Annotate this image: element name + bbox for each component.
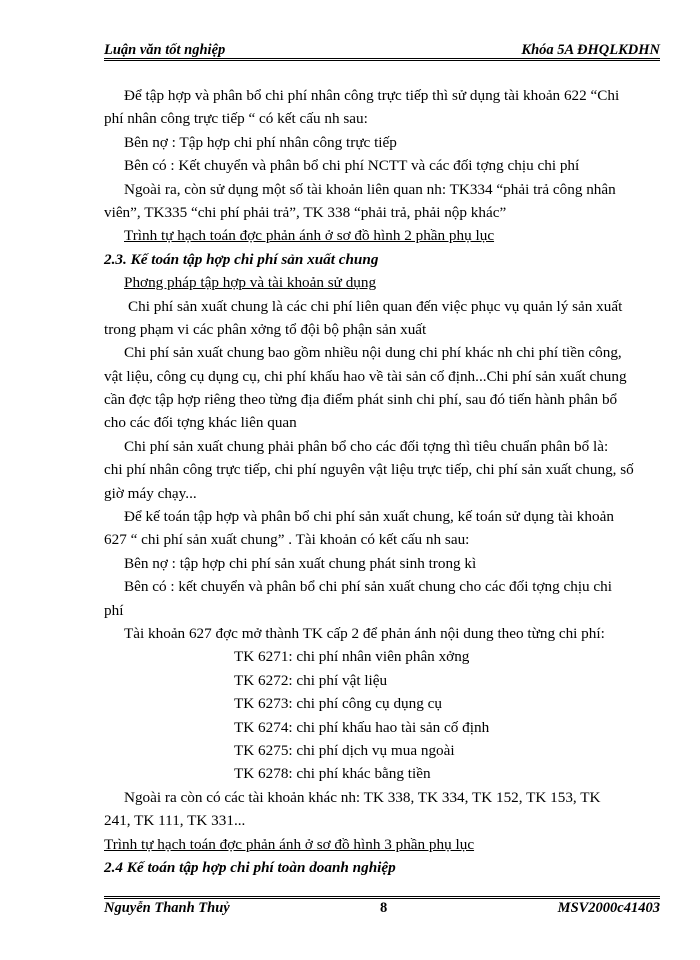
page-number: 8 <box>380 900 388 916</box>
paragraph-line: chi phí nhân công trực tiếp, chi phí nguyên vật liệu trực tiếp, chi phí sản xuất chung, số <box>104 461 634 479</box>
paragraph-line: vật liệu, công cụ dụng cụ, chi phí khấu hao về tài sản cố định...Chi phí sản xuất chung <box>104 367 627 385</box>
footer-divider <box>104 896 660 899</box>
paragraph-line: cần đợc tập hợp riêng theo từng địa điểm phát sinh chi phí, sau đó tiến hành phân bổ <box>104 391 618 409</box>
paragraph-line: 241, TK 111, TK 331... <box>104 812 246 830</box>
account-list-item: TK 6278: chi phí khác bằng tiền <box>234 765 431 783</box>
footer-author: Nguyễn Thanh Thuỷ <box>104 900 230 916</box>
page-footer <box>104 896 660 918</box>
paragraph-line: phí <box>104 601 124 619</box>
paragraph-line: Chi phí sản xuất chung là các chi phí liên quan đến việc phục vụ quản lý sản xuất <box>128 297 623 315</box>
paragraph-line: giờ máy chạy... <box>104 484 197 502</box>
header-divider <box>104 58 660 61</box>
header-course: Khóa 5A ĐHQLKDHN <box>521 42 660 58</box>
procedure-note: Trình tự hạch toán đợc phản ánh ở sơ đồ hình 2 phần phụ lục <box>124 227 495 245</box>
account-list-item: TK 6272: chi phí vật liệu <box>234 671 388 689</box>
paragraph-line: Bên có : kết chuyển và phân bổ chi phí sản xuất chung cho các đối tợng chịu chi <box>124 578 612 596</box>
header-thesis-title: Luận văn tốt nghiệp <box>104 42 226 58</box>
paragraph-line: Ngoài ra, còn sử dụng một số tài khoản liên quan nh: TK334 “phải trả công nhân <box>124 180 616 198</box>
paragraph-line: Bên có : Kết chuyển và phân bổ chi phí NCTT và các đối tợng chịu chi phí <box>124 157 580 175</box>
page-header <box>104 40 660 62</box>
paragraph-line: 627 “ chi phí sản xuất chung” . Tài khoản có kết cấu nh sau: <box>104 531 470 549</box>
paragraph-line: Để kế toán tập hợp và phân bổ chi phí sản xuất chung, kế toán sử dụng tài khoản <box>124 508 614 526</box>
account-list-item: TK 6273: chi phí công cụ dụng cụ <box>234 695 442 713</box>
account-list-item: TK 6271: chi phí nhân viên phân xởng <box>234 648 470 666</box>
document-body <box>104 84 660 879</box>
paragraph-line: trong phạm vi các phân xởng tổ đội bộ phận sản xuất <box>104 320 427 338</box>
paragraph-line: Tài khoản 627 đợc mở thành TK cấp 2 để phản ánh nội dung theo từng chi phí: <box>124 624 605 642</box>
section-heading-2-3: 2.3. Kế toán tập hợp chi phí sản xuất chung <box>104 250 379 268</box>
account-list-item: TK 6274: chi phí khấu hao tài sản cố định <box>234 718 490 736</box>
paragraph-line: Chi phí sản xuất chung bao gồm nhiều nội dung chi phí khác nh chi phí tiền công, <box>124 344 622 362</box>
paragraph-line: Bên nợ : tập hợp chi phí sản xuất chung phát sinh trong kì <box>124 554 477 572</box>
paragraph-line: Ngoài ra còn có các tài khoản khác nh: TK 338, TK 334, TK 152, TK 153, TK <box>124 788 601 806</box>
subsection-heading: Phơng pháp tập hợp và tài khoản sử dụng <box>124 274 377 292</box>
paragraph-line: Chi phí sản xuất chung phải phân bổ cho các đối tợng thì tiêu chuẩn phân bổ là: <box>124 437 609 455</box>
paragraph-line: phí nhân công trực tiếp “ có kết cấu nh sau: <box>104 110 368 128</box>
section-heading-2-4: 2.4 Kế toán tập hợp chi phí toàn doanh nghiệp <box>104 858 396 876</box>
footer-student-id: MSV2000c41403 <box>557 900 660 916</box>
paragraph-line: cho các đối tợng khác liên quan <box>104 414 297 432</box>
account-list-item: TK 6275: chi phí dịch vụ mua ngoài <box>234 741 455 759</box>
paragraph-line: viên”, TK335 “chi phí phải trả”, TK 338 “phải trả, phải nộp khác” <box>104 203 507 221</box>
paragraph-line: Bên nợ : Tập hợp chi phí nhân công trực tiếp <box>124 133 397 151</box>
paragraph-line: Để tập hợp và phân bổ chi phí nhân công trực tiếp thì sử dụng tài khoản 622 “Chi <box>124 87 620 104</box>
procedure-note: Trình tự hạch toán đợc phản ánh ở sơ đồ hình 3 phần phụ lục <box>104 835 475 853</box>
